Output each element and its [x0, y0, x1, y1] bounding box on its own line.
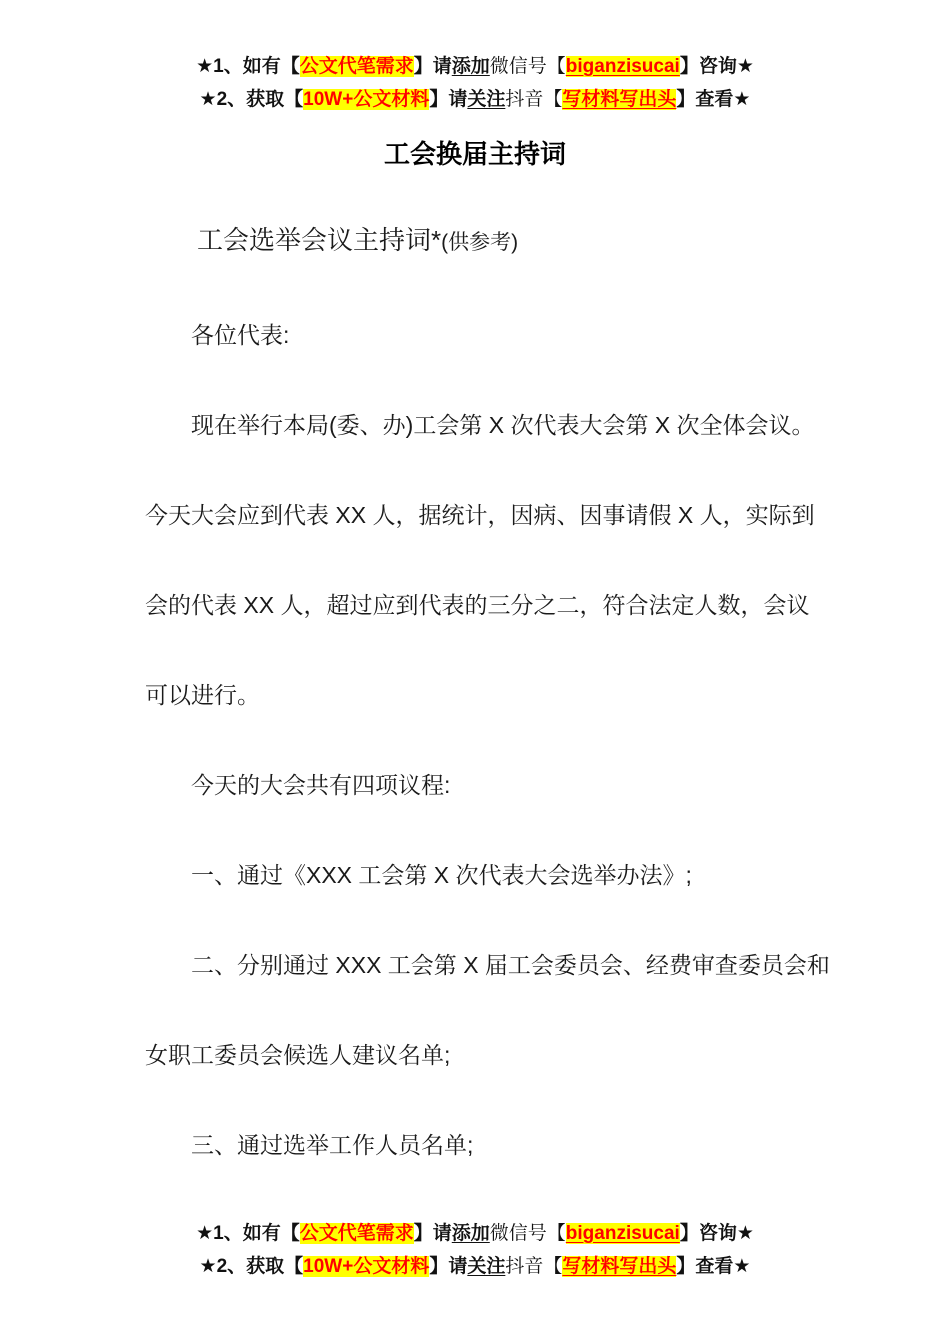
banner-text: 】请: [429, 1256, 468, 1277]
banner-highlight-writing-service: 公文代笔需求: [299, 56, 414, 77]
banner-text: 】请: [413, 1223, 452, 1244]
paragraph: 三、通过选举工作人员名单;: [191, 1132, 474, 1158]
banner-add-underline: 添加: [451, 56, 490, 77]
banner-prefix-1: ★1、如有【: [196, 56, 300, 77]
banner-wechat-id: biganzisucai: [565, 1223, 680, 1244]
banner-wechat-label: 微信号【: [489, 1223, 566, 1244]
banner-prefix-2: ★2、获取【: [199, 89, 304, 110]
banner-line: [0, 1250, 950, 1283]
paragraph: 女职工委员会候选人建议名单;: [145, 1042, 451, 1068]
banner-suffix-1: 】咨询★: [679, 1223, 754, 1244]
banner-douyin-id: 写材料写出头: [562, 1256, 677, 1277]
paragraph: 可以进行。: [145, 682, 260, 708]
subtitle-main: 工会选举会议主持词*: [197, 225, 442, 255]
banner-douyin-label: 抖音【: [505, 89, 563, 110]
document-body: [145, 222, 830, 1161]
banner-add-underline: 添加: [451, 1223, 490, 1244]
banner-prefix-1: ★1、如有【: [196, 1223, 300, 1244]
header-banner: [0, 0, 950, 116]
paragraph: 二、分别通过 XXX 工会第 X 届工会委员会、经费审查委员会和: [191, 952, 830, 978]
footer-banner: [0, 1217, 950, 1283]
paragraph: 今天大会应到代表 XX 人，据统计，因病、因事请假 X 人，实际到: [145, 502, 815, 528]
banner-suffix-1: 】咨询★: [679, 56, 754, 77]
banner-follow-underline: 关注: [467, 89, 506, 110]
document-subtitle: [145, 222, 810, 261]
banner-line: [0, 50, 950, 83]
paragraph: 会的代表 XX 人，超过应到代表的三分之二，符合法定人数，会议: [145, 592, 810, 618]
banner-wechat-label: 微信号【: [489, 56, 566, 77]
banner-suffix-2: 】查看★: [676, 1256, 751, 1277]
banner-follow-underline: 关注: [467, 1256, 506, 1277]
banner-highlight-writing-service: 公文代笔需求: [299, 1223, 414, 1244]
banner-highlight-materials: 10W+公文材料: [303, 89, 430, 110]
subtitle-note: (供参考): [441, 231, 519, 254]
banner-prefix-2: ★2、获取【: [199, 1256, 304, 1277]
paragraph-list: [145, 319, 830, 1161]
banner-douyin-label: 抖音【: [505, 1256, 563, 1277]
banner-highlight-materials: 10W+公文材料: [303, 1256, 430, 1277]
banner-text: 】请: [413, 56, 452, 77]
paragraph: 现在举行本局(委、办)工会第 X 次代表大会第 X 次全体会议。: [191, 412, 815, 438]
banner-line: [0, 83, 950, 116]
paragraph: 各位代表:: [191, 322, 290, 348]
banner-text: 】请: [429, 89, 468, 110]
banner-wechat-id: biganzisucai: [565, 56, 680, 77]
banner-douyin-id: 写材料写出头: [562, 89, 677, 110]
banner-suffix-2: 】查看★: [676, 89, 751, 110]
paragraph: 今天的大会共有四项议程:: [191, 772, 451, 798]
banner-line: [0, 1217, 950, 1250]
page-title: 工会换届主持词: [383, 139, 566, 169]
paragraph: 一、通过《XXX 工会第 X 次代表大会选举办法》;: [191, 862, 692, 888]
